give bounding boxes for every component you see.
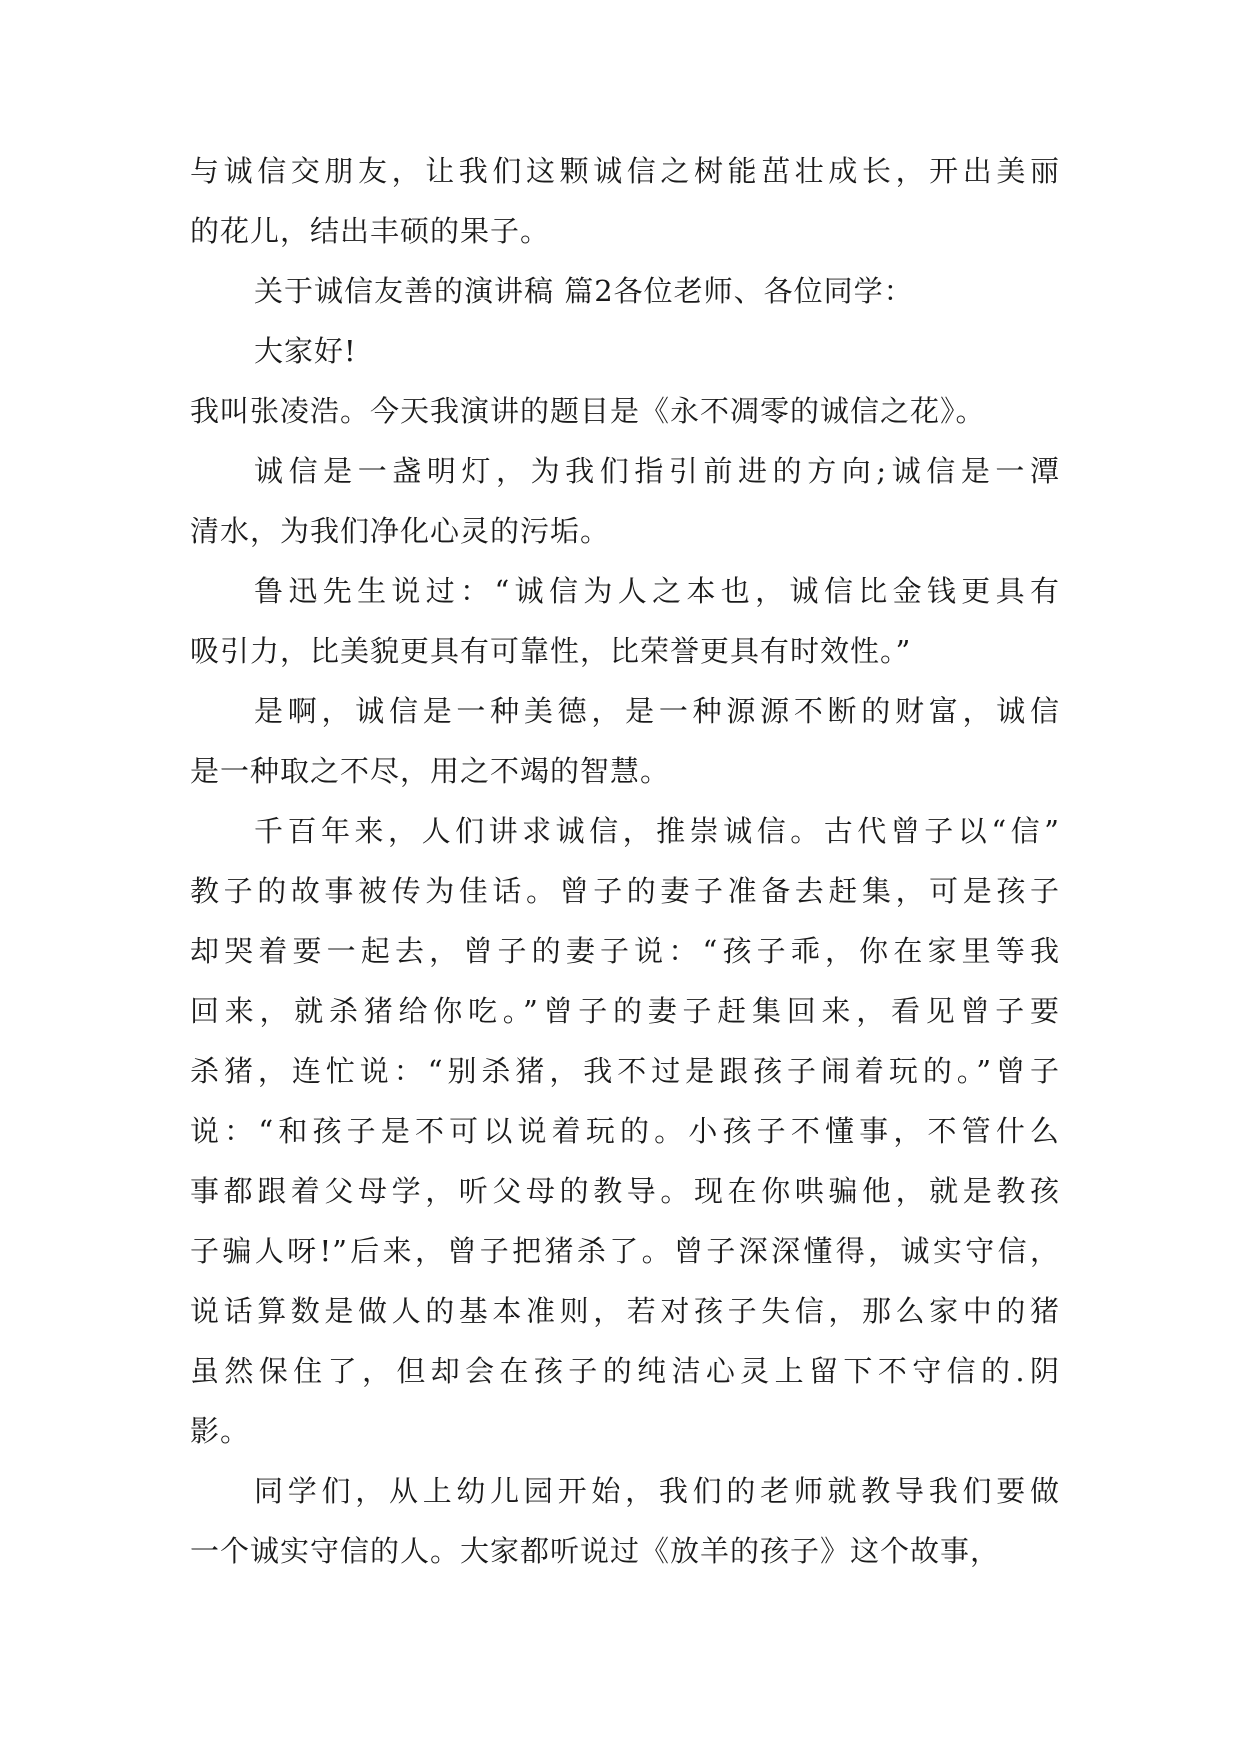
- text-line: 虽然保住了，但却会在孩子的纯洁心灵上留下不守信的.阴: [190, 1354, 1060, 1388]
- text-line: 子骗人呀!”后来，曾子把猪杀了。曾子深深懂得，诚实守信，: [190, 1234, 1060, 1268]
- greeting: [190, 321, 1060, 381]
- text-line: 说话算数是做人的基本准则，若对孩子失信，那么家中的猪: [190, 1294, 1060, 1328]
- text-line: 吸引力，比美貌更具有可靠性，比荣誉更具有时效性。”: [190, 634, 912, 668]
- paragraph-classmates: [190, 1461, 1060, 1581]
- paragraph-zengzi: [190, 801, 1060, 1461]
- text-line: 千百年来，人们讲求诚信，推崇诚信。古代曾子以“信”: [254, 814, 1060, 848]
- text-line: 同学们，从上幼儿园开始，我们的老师就教导我们要做: [254, 1474, 1060, 1508]
- paragraph-luxun: [190, 561, 1060, 681]
- text-line: 说：“和孩子是不可以说着玩的。小孩子不懂事，不管什么: [190, 1114, 1060, 1148]
- paragraph-continuation: [190, 141, 1060, 261]
- paragraph-virtue: [190, 681, 1060, 801]
- text-line: 却哭着要一起去，曾子的妻子说：“孩子乖，你在家里等我: [190, 934, 1060, 968]
- heading-line: 关于诚信友善的演讲稿 篇2各位老师、各位同学：: [254, 274, 914, 308]
- text-line: 是啊，诚信是一种美德，是一种源源不断的财富，诚信: [254, 694, 1060, 728]
- text-line: 一个诚实守信的人。大家都听说过《放羊的孩子》这个故事，: [190, 1534, 1001, 1568]
- greeting-line: 大家好!: [254, 334, 357, 368]
- text-line: 清水，为我们净化心灵的污垢。: [190, 514, 611, 548]
- text-line: 回来，就杀猪给你吃。”曾子的妻子赶集回来，看见曾子要: [190, 994, 1060, 1028]
- text-line: 杀猪，连忙说：“别杀猪，我不过是跟孩子闹着玩的。”曾子: [190, 1054, 1060, 1088]
- text-line: 事都跟着父母学，听父母的教导。现在你哄骗他，就是教孩: [190, 1174, 1060, 1208]
- text-line: 与诚信交朋友，让我们这颗诚信之树能茁壮成长，开出美丽: [190, 154, 1060, 188]
- text-line: 教子的故事被传为佳话。曾子的妻子准备去赶集，可是孩子: [190, 874, 1060, 908]
- text-line: 影。: [190, 1414, 251, 1448]
- paragraph-lamp: [190, 441, 1060, 561]
- section-heading: [190, 261, 1060, 321]
- text-line: 是一种取之不尽，用之不竭的智慧。: [190, 754, 671, 788]
- text-line: 诚信是一盏明灯，为我们指引前进的方向;诚信是一潭: [254, 454, 1060, 488]
- intro-line: 我叫张凌浩。今天我演讲的题目是《永不凋零的诚信之花》。: [190, 394, 986, 428]
- intro-paragraph: [190, 381, 1090, 441]
- text-line: 鲁迅先生说过：“诚信为人之本也，诚信比金钱更具有: [254, 574, 1060, 608]
- text-line: 的花儿，结出丰硕的果子。: [190, 214, 551, 248]
